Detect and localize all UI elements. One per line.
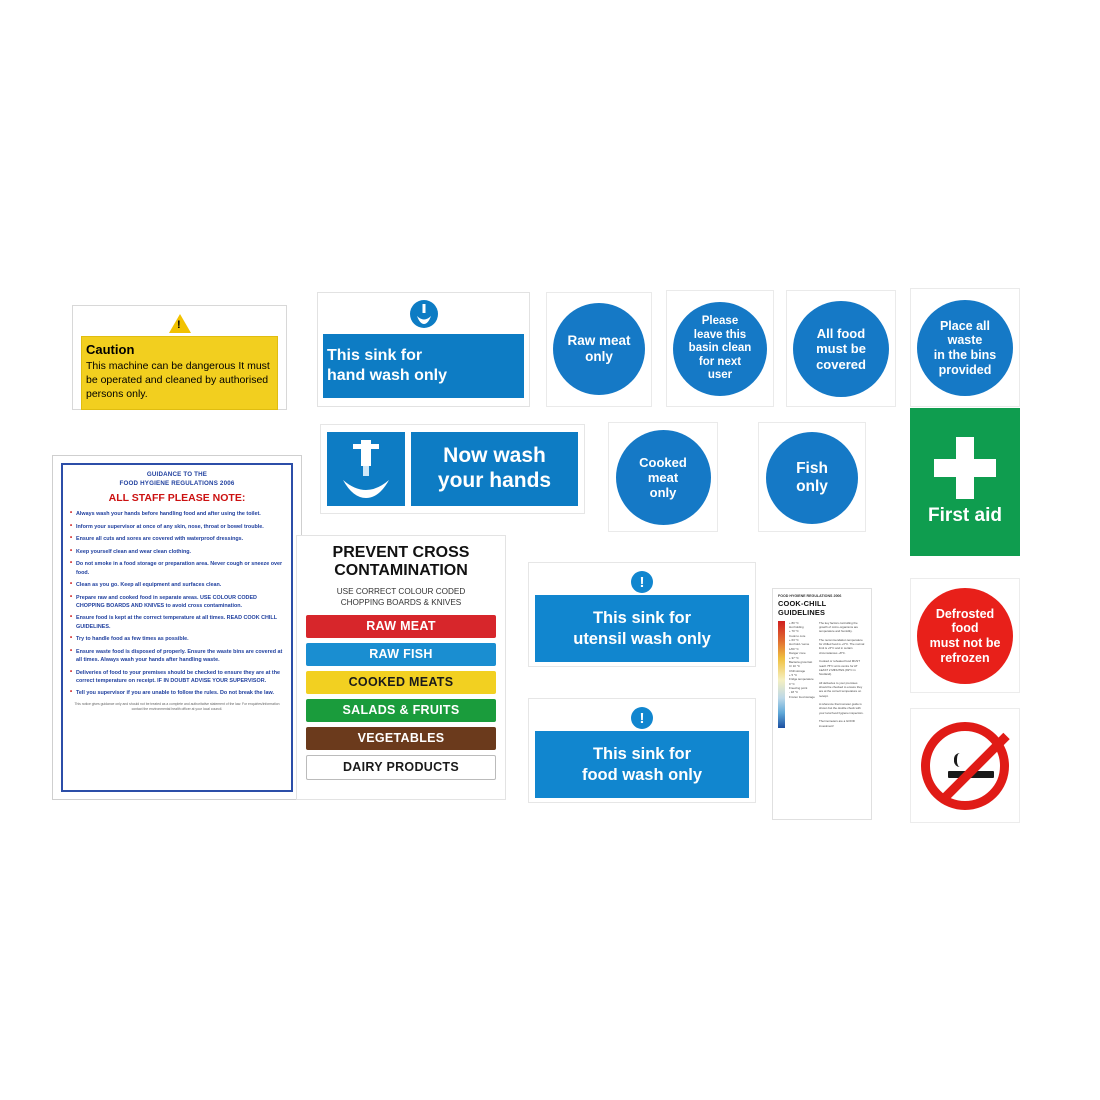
hand-wash-sink-sign: [317, 292, 530, 407]
tick: + 37 °C: [789, 655, 799, 660]
temperature-tick-list: [789, 621, 815, 728]
tick: + 63 °C: [789, 638, 799, 643]
prohibition-slash: [938, 732, 1009, 803]
tick: + 5 °C: [789, 672, 798, 677]
defrost-line2: food: [951, 621, 979, 636]
guidance-header-line2: FOOD HYGIENE REGULATIONS 2006: [119, 479, 235, 487]
hand-wash-sink-text: [323, 334, 524, 398]
caution-yellow-panel: [81, 336, 278, 410]
pcc-title-line1: PREVENT CROSS: [332, 544, 470, 561]
pcc-row-raw-meat: RAW MEAT: [306, 615, 496, 638]
list-item: • Tell you supervisor if you are unable to follow the rules. Do not break the law.: [70, 689, 284, 697]
temperature-scale-bar: [778, 621, 785, 728]
no-smoking-icon: [921, 722, 1009, 810]
list-item: • Inform your supervisor at once of any skin, nose, throat or bowel trouble.: [70, 523, 284, 531]
utensil-wash-text: [535, 595, 749, 662]
cooked-line1: Cooked: [639, 454, 687, 470]
first-aid-cross-icon: [934, 437, 996, 499]
tick: - 18 °C: [789, 690, 799, 695]
tick: 0 °C: [789, 681, 795, 686]
tick: + 70 °C: [789, 629, 799, 634]
cc-text-2: The recommendation temperature for chilled food is +3°C. The normal limit is +5°C and in certain circumstances +8°C.: [819, 637, 865, 655]
prevent-cross-contamination-sign: [296, 535, 506, 800]
list-item: • Ensure all cuts and sores are covered with waterproof dressings.: [70, 535, 284, 543]
food-line2: food wash only: [581, 765, 703, 784]
exclamation-icon: !: [535, 705, 749, 731]
waste-disc: [917, 300, 1013, 396]
tick-note: Danger zone: [789, 651, 806, 656]
defrost-line4: refrozen: [940, 650, 990, 665]
list-item: • Keep yourself clean and wear clean clothing.: [70, 548, 284, 556]
warning-triangle-icon: [169, 314, 191, 333]
cooked-meat-only-sign: [608, 422, 718, 532]
guidance-border: [61, 463, 293, 792]
pcc-row-salads-fruits: SALADS & FRUITS: [306, 699, 496, 722]
tick-note: Frozen food storage: [789, 694, 815, 699]
pcc-colour-rows: [306, 615, 496, 780]
covered-line3: covered: [816, 356, 866, 372]
pcc-subtitle-line1: USE CORRECT COLOUR CODED: [336, 586, 466, 596]
guidance-footer: This notice gives guidance only and should not be treated as a complete and authoritative statement of the law. For enquiries/information contact the environmental health officer at your local council.: [74, 702, 280, 712]
list-item: • Clean as you go. Keep all equipment and surfaces clean.: [70, 581, 284, 589]
list-item: • Do not smoke in a food storage or preparation area. Never cough or sneeze over food.: [70, 560, 284, 576]
tick-note: Chill storage: [789, 668, 806, 673]
list-item: • Ensure waste food is disposed of properly. Ensure the waste bins are covered at all times. Always wash your hands after handling waste.: [70, 648, 284, 664]
cook-chill-guidelines-sign: [772, 588, 872, 820]
basin-line4: for next: [698, 355, 742, 368]
cc-text-6: Thermometers are a GOOD investment!: [819, 719, 855, 728]
caution-machine-sign: [72, 305, 287, 410]
exclamation-icon: !: [535, 569, 749, 595]
tick-note: Cook to core: [789, 633, 806, 638]
hand-wash-line1: This sink for: [327, 347, 423, 364]
list-item: • Ensure food is kept at the correct temperature at all times. READ COOK CHILL GUIDELINES.: [70, 614, 284, 630]
hand-wash-icon: [323, 298, 524, 330]
waste-line1: Place all: [939, 318, 991, 333]
pcc-title-line2: CONTAMINATION: [334, 561, 468, 579]
pcc-row-cooked-meats: COOKED MEATS: [306, 671, 496, 694]
utensil-line2: utensil wash only: [573, 629, 711, 648]
first-aid-label: First aid: [928, 505, 1002, 526]
fish-line2: only: [796, 478, 828, 495]
waste-line3: in the bins: [933, 348, 997, 362]
tick-note: Hot hold / serve: [789, 642, 810, 647]
guidance-title: ALL STAFF PLEASE NOTE:: [108, 491, 246, 504]
tap-hands-wash-icon: [327, 432, 405, 506]
utensil-wash-sink-sign: [528, 562, 756, 667]
now-wash-text: [411, 432, 578, 506]
food-line1: This sink for: [592, 745, 692, 763]
waste-line2: waste: [947, 333, 983, 348]
now-wash-line1: Now wash: [443, 444, 546, 468]
guidance-header-line1: GUIDANCE TO THE: [146, 471, 208, 478]
defrost-line3: must not be: [929, 636, 1001, 650]
cook-chill-body: [778, 621, 866, 728]
caution-body: This machine can be dangerous It must be operated and cleaned by authorised persons only.: [86, 360, 270, 400]
raw-meat-line1: Raw meat: [567, 333, 631, 349]
defrosted-disc: [917, 588, 1013, 684]
guidance-poster: [52, 455, 302, 800]
first-aid-sign: [910, 408, 1020, 556]
pcc-subtitle-line2: CHOPPING BOARDS & KNIVES: [340, 597, 462, 607]
defrost-line1: Defrosted: [935, 606, 995, 621]
utensil-line1: This sink for: [592, 609, 692, 627]
tick-note: Fridge temperature: [789, 677, 814, 682]
raw-meat-disc: [553, 303, 645, 395]
tick-note: Bacteria grow fast: [789, 659, 813, 664]
cook-chill-title: COOK-CHILL GUIDELINES: [778, 598, 827, 617]
basin-line1: Please: [701, 315, 739, 328]
tick: + 80 °C: [789, 620, 799, 625]
tick: L/00 °C: [789, 646, 799, 651]
covered-line1: All food: [816, 326, 866, 341]
cooked-line3: only: [649, 485, 677, 501]
tick-note: Freezing point: [789, 686, 808, 691]
now-wash-hands-sign: [320, 424, 585, 514]
basin-disc: [673, 302, 767, 396]
basin-line3: basin clean: [688, 342, 752, 355]
list-item: • Prepare raw and cooked food in separate areas. USE COLOUR CODED CHOPPING BOARDS AND KNIVES to avoid cross contamination.: [70, 594, 284, 610]
food-wash-text: [535, 731, 749, 798]
fish-disc: [766, 432, 858, 524]
cook-chill-text-column: [819, 621, 866, 728]
food-wash-sink-sign: [528, 698, 756, 803]
covered-line2: must be: [816, 341, 866, 357]
all-food-covered-sign: [786, 290, 896, 407]
caution-title: Caution: [86, 342, 135, 357]
leave-basin-clean-sign: [666, 290, 774, 407]
covered-disc: [793, 301, 889, 397]
cooked-meat-disc: [616, 430, 711, 525]
cooked-line2: meat: [647, 469, 679, 485]
cc-text-1: The key factors controlling the growth of micro-organisms are temperature and humidity.: [819, 620, 859, 634]
guidance-list: [70, 510, 284, 697]
fish-line1: Fish: [796, 459, 828, 477]
fish-only-sign: [758, 422, 866, 532]
list-item: • Try to handle food as few times as possible.: [70, 635, 284, 643]
pcc-row-raw-fish: RAW FISH: [306, 643, 496, 666]
no-smoking-sign: [910, 708, 1020, 823]
list-item: • Always wash your hands before handling food and after using the toilet.: [70, 510, 284, 518]
waste-line4: provided: [938, 362, 992, 377]
waste-in-bins-sign: [910, 288, 1020, 407]
cook-chill-header: FOOD HYGIENE REGULATIONS 2006: [778, 594, 842, 598]
raw-meat-only-sign: [546, 292, 652, 407]
hand-wash-line2: hand wash only: [327, 367, 448, 384]
cc-text-3: Cooked or reheated food MUST reach 75°C at its centre for AT LEAST 2 MINUTES (82°C in Scotland).: [819, 659, 860, 677]
tick-note: Hot holding: [789, 625, 804, 630]
cc-text-5: A reference thermometer guide is shown but the double check with your local food hygiene inspectors.: [819, 702, 864, 715]
smoke-shape: [954, 753, 969, 767]
defrosted-food-sign: [910, 578, 1020, 693]
pcc-row-vegetables: VEGETABLES: [306, 727, 496, 750]
now-wash-line2: your hands: [437, 469, 552, 492]
cc-text-4: All deliveries to your premises should be checked to ensure they are at the correct temperature on receipt.: [819, 680, 863, 698]
raw-meat-line2: only: [585, 349, 613, 364]
basin-line2: leave this: [693, 328, 747, 341]
tick: C/ 10 °C: [789, 664, 800, 669]
basin-line5: user: [707, 369, 733, 382]
pcc-row-dairy-products: DAIRY PRODUCTS: [306, 755, 496, 780]
list-item: • Deliveries of food to your premises should be checked to ensure they are at the correct temperature on receipt. IF IN DOUBT ADVISE YOUR SUPERVISOR.: [70, 669, 284, 685]
